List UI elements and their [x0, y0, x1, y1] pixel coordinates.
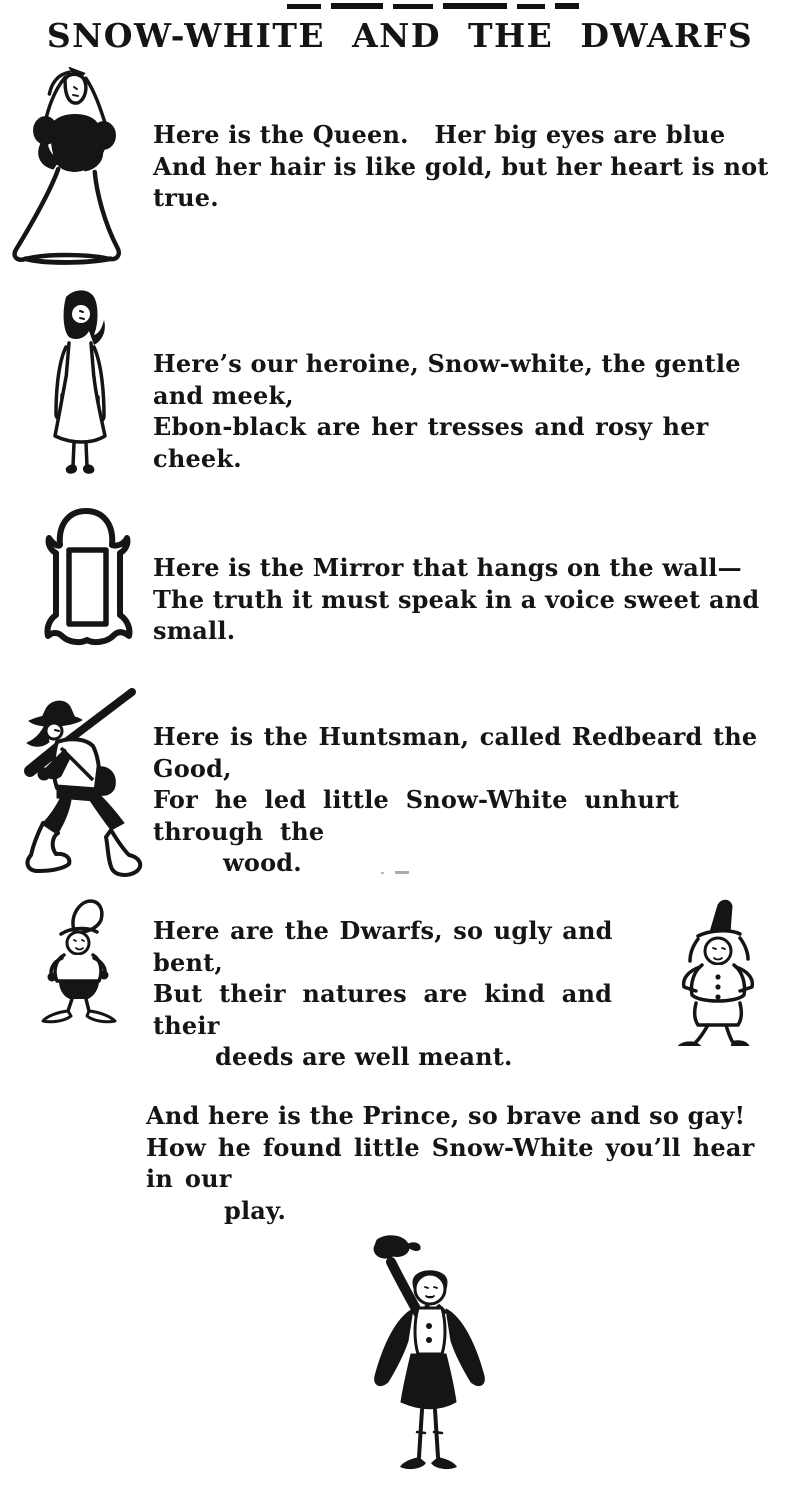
verse-line: The truth it must speak in a voice sweet and small.: [153, 584, 768, 645]
prince-illustration: [333, 1230, 503, 1475]
verse-snow-white: [153, 348, 785, 474]
verse-line: Here’s our heroine, Snow-white, the gentle and meek,: [153, 349, 750, 410]
verse-line: Here is the Mirror that hangs on the wall—: [153, 553, 742, 582]
verse-huntsman: [153, 721, 785, 879]
verse-queen: [153, 119, 785, 214]
verse-line: And here is the Prince, so brave and so gay!: [146, 1101, 746, 1130]
verse-line: Here is the Huntsman, called Redbeard the Good,: [153, 722, 768, 783]
queen-illustration: [2, 64, 150, 270]
dwarf-left-illustration: [24, 896, 136, 1024]
verse-line: But their natures are kind and their: [153, 979, 629, 1040]
verse-line: Here is the Queen. Her big eyes are blue: [153, 120, 726, 149]
verse-dwarfs: [153, 915, 653, 1073]
page-title: SNOW-WHITE AND THE DWARFS: [46, 16, 754, 55]
verse-line: How he found little Snow-White you’ll hear in our: [146, 1132, 767, 1193]
verse-line: Here are the Dwarfs, so ugly and bent,: [153, 916, 624, 977]
verse-prince: [146, 1100, 786, 1226]
verse-line: play.: [224, 1195, 286, 1225]
huntsman-illustration: [0, 688, 162, 884]
dwarf-right-illustration: [656, 898, 776, 1046]
verse-line: Ebon-black are her tresses and rosy her cheek.: [153, 412, 720, 473]
mirror-illustration: [30, 503, 142, 659]
snow-white-illustration: [28, 287, 132, 479]
verse-line: wood.: [223, 848, 302, 877]
verse-line: And her hair is like gold, but her heart is not true.: [153, 151, 778, 212]
verse-line: For he led little Snow-White unhurt through the: [153, 785, 696, 846]
verse-line: deeds are well meant.: [215, 1042, 513, 1071]
clipped-running-head: [287, 0, 587, 9]
print-artifact: [381, 871, 415, 875]
verse-mirror: [153, 552, 785, 647]
